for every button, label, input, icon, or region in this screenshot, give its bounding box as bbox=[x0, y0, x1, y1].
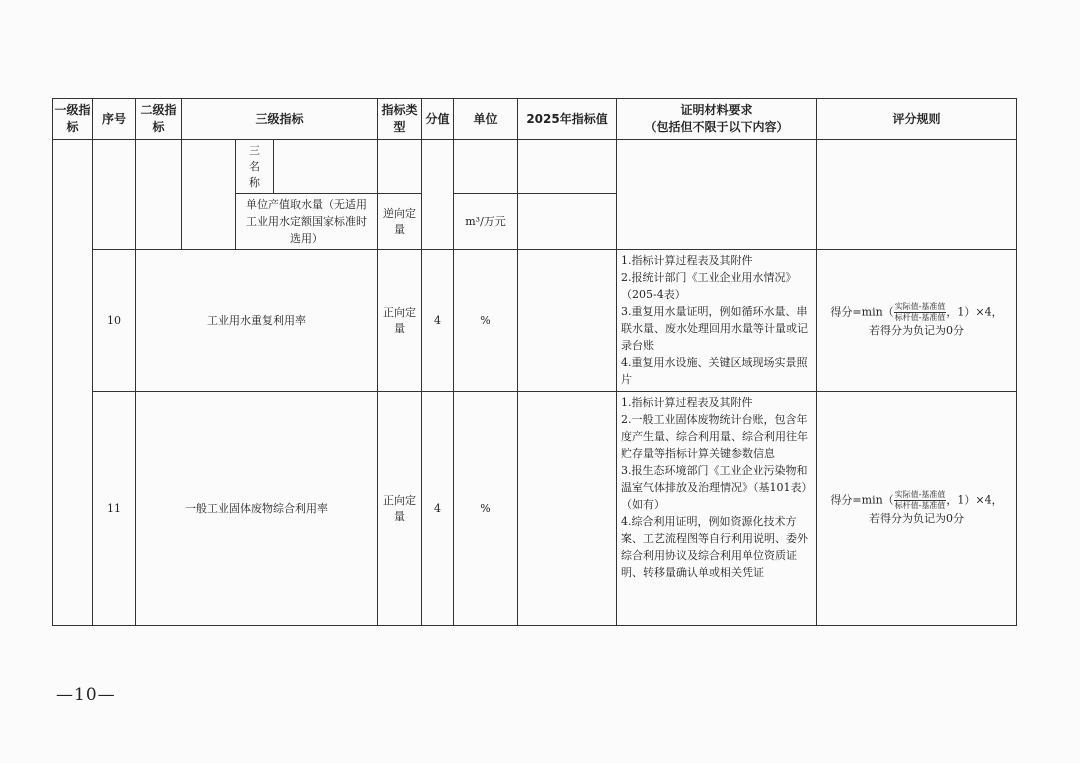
header-materials-line1: 证明材料要求 bbox=[680, 103, 753, 117]
header-materials bbox=[617, 99, 817, 140]
cell-name-vertical bbox=[236, 140, 274, 194]
header-level3: 三级指标 bbox=[182, 99, 378, 140]
cell-score: 4 bbox=[422, 392, 454, 626]
cell-score-blank bbox=[422, 140, 454, 250]
header-unit: 单位 bbox=[454, 99, 518, 140]
cell-level2-blank bbox=[136, 140, 182, 250]
name-char: 名 bbox=[249, 159, 260, 173]
formula-denominator: 标杆值-基准值 bbox=[894, 501, 946, 510]
cell-indicator-name: 一般工业固体废物综合利用率 bbox=[136, 392, 378, 626]
page-number: —10— bbox=[56, 685, 116, 705]
formula-numerator: 实际值-基准值 bbox=[894, 302, 946, 311]
cell-materials bbox=[617, 392, 817, 626]
cell-materials-blank bbox=[617, 140, 817, 250]
cell-name-value-blank bbox=[274, 140, 378, 194]
formula-fraction bbox=[894, 490, 947, 511]
score-note: 若得分为负记为0分 bbox=[869, 324, 965, 337]
indicator-table bbox=[52, 98, 1017, 626]
cell-target-blank bbox=[518, 140, 617, 194]
cell-unit: % bbox=[454, 392, 518, 626]
cell-type: 正向定量 bbox=[378, 392, 422, 626]
material-item: 4.重复用水设施、关键区域现场实景照片 bbox=[621, 356, 808, 386]
header-level1: 一级指标 bbox=[53, 99, 93, 140]
cell-unit: % bbox=[454, 250, 518, 392]
cell-level3-blank bbox=[182, 140, 236, 250]
cell-sub-indicator-name: 单位产值取水量（无适用工业用水定额国家标准时选用） bbox=[236, 194, 378, 250]
cell-indicator-name: 工业用水重复利用率 bbox=[136, 250, 378, 392]
header-row bbox=[53, 99, 1017, 140]
material-item: 3.报生态环境部门《工业企业污染物和温室气体排放及治理情况》（基101表）（如有） bbox=[621, 464, 808, 511]
cell-rule-blank bbox=[817, 140, 1017, 250]
formula-denominator: 标杆值-基准值 bbox=[894, 313, 946, 322]
cell-seq-blank bbox=[93, 140, 136, 250]
cell-sub-unit: m³/万元 bbox=[454, 194, 518, 250]
cell-rule bbox=[817, 250, 1017, 392]
header-rule: 评分规则 bbox=[817, 99, 1017, 140]
score-note: 若得分为负记为0分 bbox=[869, 512, 965, 525]
cell-seq: 10 bbox=[93, 250, 136, 392]
cell-target-blank bbox=[518, 250, 617, 392]
name-char: 三 bbox=[249, 143, 260, 157]
table-row bbox=[53, 392, 1017, 626]
name-char: 称 bbox=[249, 175, 260, 189]
formula-fraction bbox=[894, 302, 947, 323]
material-item: 2.一般工业固体废物统计台账，包含年度产生量、综合利用量、综合利用往年贮存量等指标计算关键参数信息 bbox=[621, 413, 809, 460]
header-level2: 二级指标 bbox=[136, 99, 182, 140]
material-item: 4.综合利用证明，例如资源化技术方案、工艺流程图等自行利用说明、委外综合利用协议及综合利用单位资质证明、转移量确认单或相关凭证 bbox=[621, 515, 809, 579]
header-materials-line2: （包括但不限于以下内容） bbox=[644, 120, 789, 134]
header-score: 分值 bbox=[422, 99, 454, 140]
formula-prefix: 得分=min（ bbox=[830, 305, 894, 319]
score-formula bbox=[817, 490, 1016, 511]
header-target: 2025年指标值 bbox=[518, 99, 617, 140]
cell-rule bbox=[817, 392, 1017, 626]
formula-numerator: 实际值-基准值 bbox=[894, 490, 946, 499]
score-formula bbox=[817, 302, 1016, 323]
cell-score: 4 bbox=[422, 250, 454, 392]
table-row bbox=[53, 250, 1017, 392]
material-item: 1.指标计算过程表及其附件 bbox=[621, 396, 753, 409]
material-item: 2.报统计部门《工业企业用水情况》（205-4表） bbox=[621, 271, 797, 301]
cell-unit-blank bbox=[454, 140, 518, 194]
material-item: 3.重复用水量证明，例如循环水量、串联水量、废水处理回用水量等计量或记录台账 bbox=[621, 305, 809, 352]
header-seq: 序号 bbox=[93, 99, 136, 140]
table-row-continuation-a bbox=[53, 140, 1017, 194]
cell-seq: 11 bbox=[93, 392, 136, 626]
cell-type: 正向定量 bbox=[378, 250, 422, 392]
cell-materials bbox=[617, 250, 817, 392]
material-item: 1.指标计算过程表及其附件 bbox=[621, 254, 753, 267]
formula-suffix: ，1）×4， bbox=[946, 493, 1003, 507]
cell-sub-target-blank bbox=[518, 194, 617, 250]
formula-prefix: 得分=min（ bbox=[830, 493, 894, 507]
cell-level1-blank bbox=[53, 140, 93, 626]
cell-type-blank bbox=[378, 140, 422, 194]
cell-target-blank bbox=[518, 392, 617, 626]
header-type: 指标类型 bbox=[378, 99, 422, 140]
cell-sub-type: 逆向定量 bbox=[378, 194, 422, 250]
formula-suffix: ，1）×4， bbox=[946, 305, 1003, 319]
